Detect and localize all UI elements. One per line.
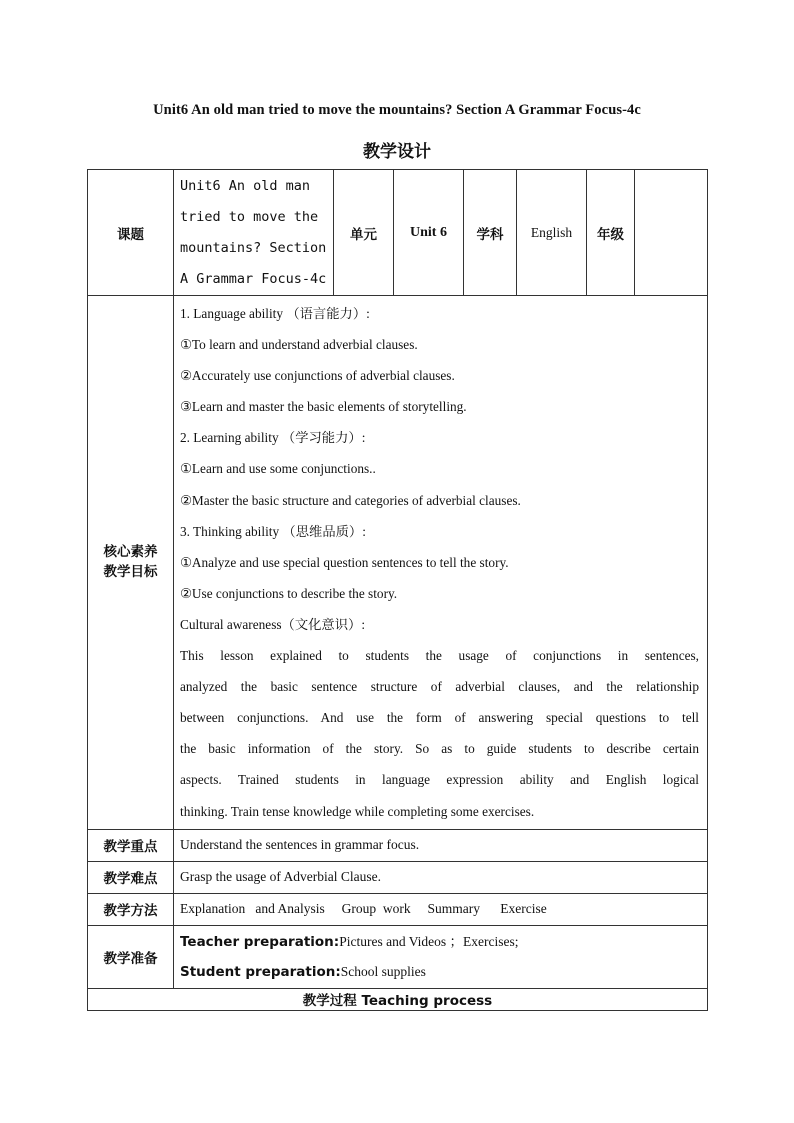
key-points-row bbox=[88, 829, 708, 861]
topic-value bbox=[174, 170, 334, 296]
teacher-preparation-value: Pictures and Videos ；Exercises; bbox=[339, 933, 519, 949]
objective-line: ①Analyze and use special question sentences to tell the story. bbox=[180, 554, 509, 570]
preparation-label: 教学准备 bbox=[88, 925, 174, 988]
teacher-preparation bbox=[180, 927, 707, 957]
topic-line: A Grammar Focus-4c bbox=[180, 270, 327, 287]
difficulties-value: Grasp the usage of Adverbial Clause. bbox=[174, 861, 708, 893]
subject-value: English bbox=[517, 170, 587, 296]
process-row bbox=[88, 988, 708, 1010]
student-preparation-value: School supplies bbox=[340, 963, 426, 979]
cultural-paragraph-line: thinking. Train tense knowledge while completing some exercises. bbox=[180, 803, 535, 819]
preparation-value bbox=[174, 925, 708, 988]
unit-value: Unit 6 bbox=[394, 170, 464, 296]
preparation-row bbox=[88, 925, 708, 988]
methods-row bbox=[88, 893, 708, 925]
document-title: Unit6 An old man tried to move the mountains? Section A Grammar Focus-4c bbox=[153, 102, 641, 118]
teaching-process-heading: 教学过程 Teaching process bbox=[88, 988, 708, 1010]
teacher-preparation-label: Teacher preparation: bbox=[180, 933, 340, 950]
objective-line: ②Master the basic structure and categories of adverbial clauses. bbox=[180, 492, 521, 508]
objective-line: Cultural awareness（文化意识）: bbox=[180, 616, 366, 632]
unit-label: 单元 bbox=[334, 170, 394, 296]
objective-line: 1. Language ability （语言能力）: bbox=[180, 306, 370, 321]
cultural-paragraph-line: between conjunctions. And use the form of answering special questions to tell bbox=[180, 710, 699, 726]
cultural-paragraph-line: aspects. Trained students in language expression ability and English logical bbox=[180, 772, 699, 788]
objective-line: ①To learn and understand adverbial clauses. bbox=[180, 337, 418, 353]
topic-label: 课题 bbox=[88, 170, 174, 296]
cultural-paragraph-line: This lesson explained to students the usage of conjunctions in sentences, bbox=[180, 648, 699, 664]
document-subtitle: 教学设计 bbox=[363, 142, 431, 162]
difficulties-label: 教学难点 bbox=[88, 861, 174, 893]
objectives-content bbox=[174, 296, 708, 830]
header-row bbox=[88, 170, 708, 296]
topic-line: tried to move the bbox=[180, 208, 319, 225]
objectives-row bbox=[88, 296, 708, 830]
objectives-label bbox=[88, 296, 174, 830]
objective-line: ②Use conjunctions to describe the story. bbox=[180, 585, 398, 601]
grade-label: 年级 bbox=[587, 170, 635, 296]
methods-label: 教学方法 bbox=[88, 893, 174, 925]
difficulties-row bbox=[88, 861, 708, 893]
subject-label: 学科 bbox=[464, 170, 517, 296]
objective-line: ②Accurately use conjunctions of adverbial clauses. bbox=[180, 368, 455, 384]
methods-value: Explanation and Analysis Group work Summary Exercise bbox=[174, 893, 708, 925]
topic-line: Unit6 An old man bbox=[180, 177, 311, 194]
cultural-paragraph-line: analyzed the basic sentence structure of adverbial clauses, and the relationship bbox=[180, 679, 699, 695]
objective-line: ①Learn and use some conjunctions.. bbox=[180, 461, 376, 477]
objectives-label-line: 教学目标 bbox=[103, 564, 158, 581]
key-points-value: Understand the sentences in grammar focus. bbox=[174, 829, 708, 861]
lesson-plan-table bbox=[87, 169, 708, 1011]
student-preparation-label: Student preparation: bbox=[180, 963, 341, 980]
topic-line: mountains? Section bbox=[180, 239, 327, 256]
objective-line: 2. Learning ability （学习能力）: bbox=[180, 430, 366, 446]
objectives-label-line: 核心素养 bbox=[103, 544, 158, 561]
objective-line: 3. Thinking ability （思维品质）: bbox=[180, 523, 366, 539]
objective-line: ③Learn and master the basic elements of storytelling. bbox=[180, 399, 467, 415]
student-preparation bbox=[180, 957, 707, 987]
cultural-paragraph-line: the basic information of the story. So as to guide students to describe certain bbox=[180, 741, 699, 757]
grade-value bbox=[635, 170, 708, 296]
key-points-label: 教学重点 bbox=[88, 829, 174, 861]
